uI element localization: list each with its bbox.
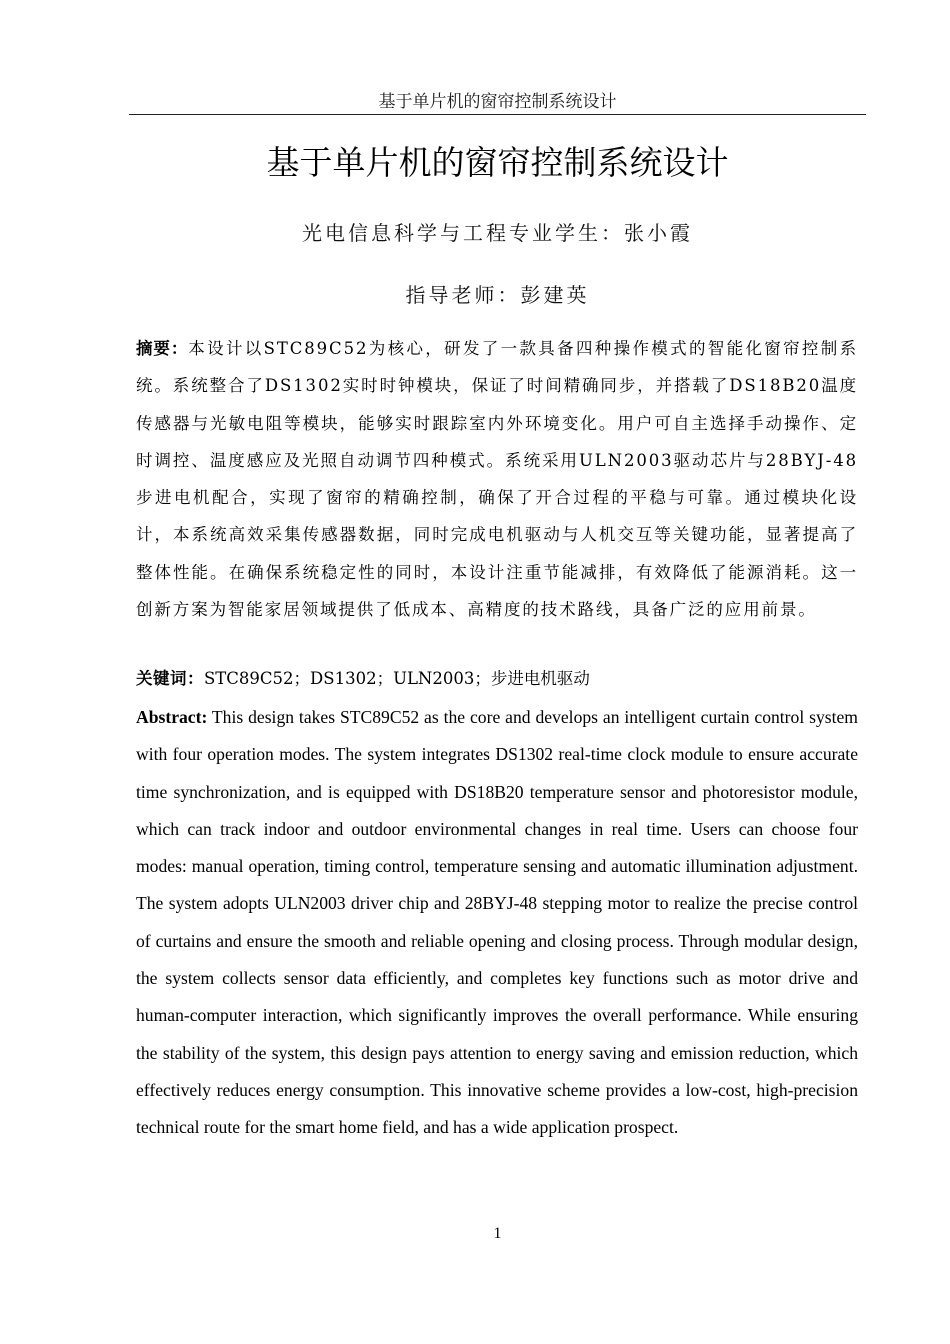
english-abstract-label: Abstract: — [136, 707, 208, 727]
chinese-abstract — [136, 330, 858, 628]
page-number: 1 — [493, 1225, 502, 1242]
chinese-abstract-text: 本设计以STC89C52为核心，研发了一款具备四种操作模式的智能化窗帘控制系统。系统整合了DS1302实时时钟模块，保证了时间精确同步，并搭载了DS18B20温度传感器与光敏电阻等模块，能够实时跟踪室内外环境变化。用户可自主选择手动操作、定时调控、温度感应及光照自动调节四种模式。系统采用ULN2003驱动芯片与28BYJ-48步进电机配合，实现了窗帘的精确控制，确保了开合过程的平稳与可靠。通过模块化设计，本系统高效采集传感器数据，同时完成电机驱动与人机交互等关键功能，显著提高了整体性能。在确保系统稳定性的同时，本设计注重节能减排，有效降低了能源消耗。这一创新方案为智能家居领域提供了低成本、高精度的技术路线，具备广泛的应用前景。 — [136, 339, 859, 620]
author-line: 光电信息科学与工程专业学生：张小霞 — [302, 221, 693, 245]
keywords — [136, 664, 858, 694]
advisor-line: 指导老师：彭建英 — [405, 283, 590, 307]
keywords-label: 关键词： — [136, 669, 204, 688]
english-abstract-text: This design takes STC89C52 as the core and develops an intelligent curtain control system with four operation modes. The system integrates DS1302 real-time clock module to ensure accurate time synchronization, and is equipped with DS18B20 temperature sensor and photoresistor module, which can track indoor and outdoor environmental changes in real time. Users can choose four modes: manual operation, timing control, temperature sensing and automatic illumination adjustment. The system adopts ULN2003 driver chip and 28BYJ-48 stepping motor to realize the precise control of curtains and ensure the smooth and reliable opening and closing process. Through modular design, the system collects sensor data efficiently, and completes key functions such as motor drive and human-computer interaction, which significantly improves the overall performance. While ensuring the stability of the system, this design pays attention to energy saving and emission reduction, which effectively reduces energy consumption. This innovative scheme provides a low-cost, high-precision technical route for the smart home field, and has a wide application prospect. — [136, 707, 858, 1138]
header-divider — [129, 114, 866, 115]
chinese-abstract-label: 摘要： — [136, 339, 189, 358]
document-title: 基于单片机的窗帘控制系统设计 — [266, 143, 729, 182]
running-header: 基于单片机的窗帘控制系统设计 — [378, 92, 617, 112]
keywords-text: STC89C52；DS1302；ULN2003；步进电机驱动 — [204, 669, 590, 688]
english-abstract — [136, 699, 858, 1147]
